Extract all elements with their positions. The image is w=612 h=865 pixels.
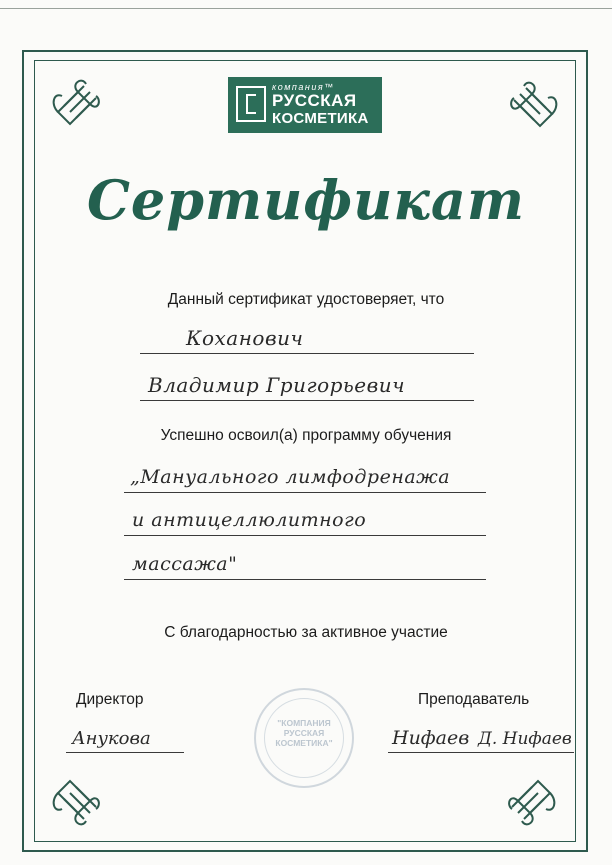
program-line-3: массажа" — [132, 553, 238, 575]
certificate-title: Сертификат — [86, 168, 526, 232]
company-logo — [228, 77, 382, 133]
teacher-name: Д. Нифаев — [478, 729, 572, 749]
corner-ornament-icon — [502, 72, 562, 132]
teacher-signature: Нифаев — [392, 727, 470, 749]
logo-mark-icon — [236, 86, 266, 122]
surname-underline — [140, 353, 474, 354]
director-label: Директор — [76, 691, 144, 708]
teacher-label: Преподаватель — [418, 691, 530, 708]
teacher-signature-line — [388, 752, 574, 753]
program-line-2: и антицеллюлитного — [132, 509, 367, 531]
intro-text: Данный сертификат удостоверяет, что — [167, 291, 445, 308]
corner-ornament-icon — [48, 775, 108, 835]
given-names-underline — [140, 400, 474, 401]
recipient-surname: Коханович — [186, 326, 304, 350]
completed-text: Успешно освоил(а) программу обучения — [160, 427, 452, 444]
program-line-1: „Мануального лимфодренажа — [130, 466, 451, 488]
program-underline-3 — [124, 579, 486, 580]
program-underline-2 — [124, 535, 486, 536]
logo-line-2: КОСМЕТИКА — [272, 110, 369, 127]
recipient-given-names: Владимир Григорьевич — [148, 373, 406, 397]
thanks-text: С благодарностью за активное участие — [164, 624, 448, 641]
corner-ornament-icon — [48, 70, 108, 130]
scan-edge-line — [0, 8, 612, 9]
logo-line-1: РУССКАЯ — [272, 91, 357, 110]
logo-company-word: компания™ — [272, 82, 335, 92]
director-signature: Ануковa — [72, 728, 151, 749]
program-underline-1 — [124, 492, 486, 493]
corner-ornament-icon — [500, 775, 560, 835]
company-stamp — [254, 688, 354, 788]
stamp-text: "КОМПАНИЯ РУССКАЯ КОСМЕТИКА" — [275, 718, 333, 748]
director-signature-line — [66, 752, 184, 753]
